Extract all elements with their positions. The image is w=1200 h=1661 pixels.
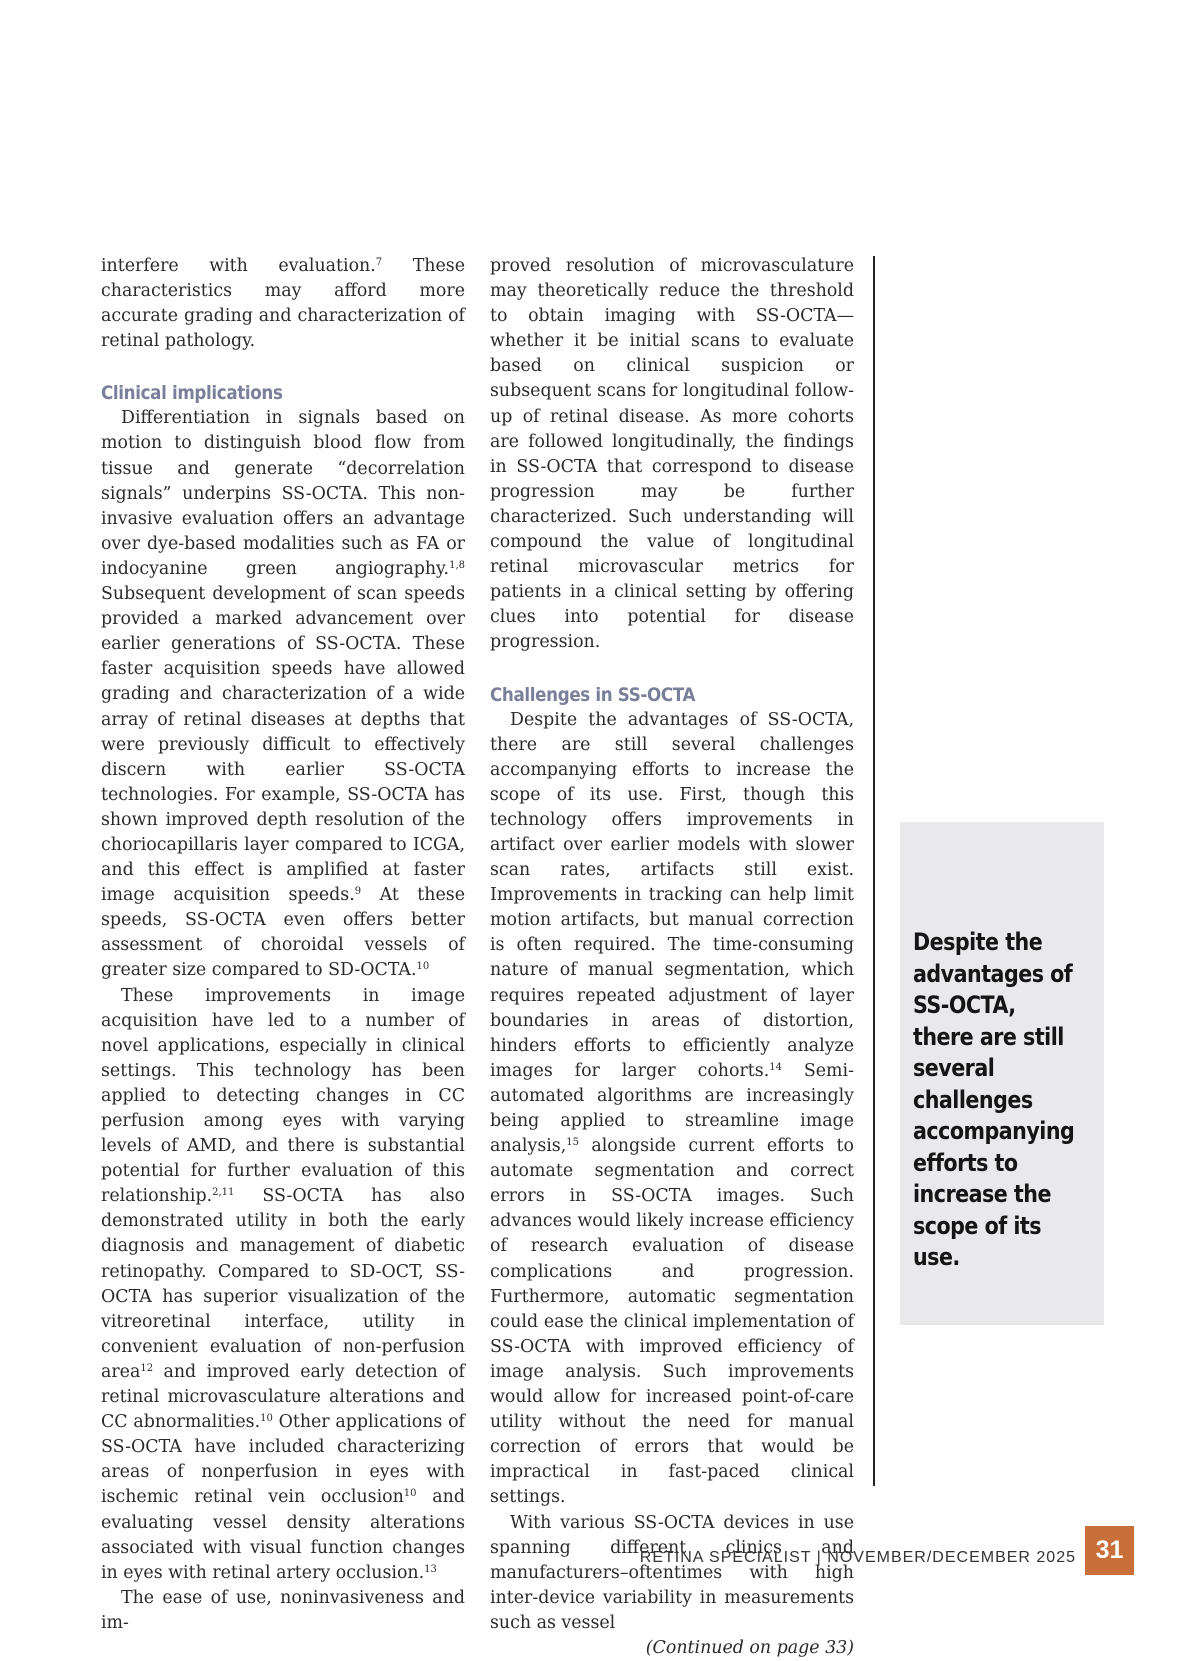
text-run: These improvements in image acquisition have led to a number of novel applications, especially in clinical settings. This technology has been applied to detecting changes in CC perfusion among eyes with varying levels of AMD, and there is substantial potential for further evaluation of this relationship.: [101, 985, 465, 1207]
paragraph: [101, 406, 465, 983]
citation: 15: [566, 1137, 579, 1149]
page-number-box: [1085, 1526, 1134, 1575]
article-column-left: [101, 254, 465, 1636]
citation: 12: [140, 1362, 154, 1374]
text-run: and improved early detection of retinal microvasculature alterations and CC abnormalities.: [101, 1361, 465, 1433]
section-heading: Challenges in SS-OCTA: [490, 683, 696, 706]
citation: 10: [403, 1488, 417, 1500]
text-run: alongside current efforts to automate segmentation and correct errors in SS-OCTA images. Such advances would likely increase efficiency of research evaluation of disease complications and progression. Furthermore, automatic segmentation could ease the clinical implementation of SS-OCTA with improved efficiency of image analysis. Such improvements would allow for increased point-of-care utility without the need for manual correction of errors that would be impractical in fast-paced clinical settings.: [490, 1136, 854, 1508]
citation: 14: [769, 1061, 782, 1073]
citation: 9: [354, 886, 362, 898]
text-run: interfere with evaluation.: [101, 256, 376, 276]
citation: 10: [260, 1413, 273, 1425]
text-run: Other applications of SS-OCTA have included characterizing areas of nonperfusion in eyes with ischemic retinal vein occlusion: [101, 1412, 465, 1508]
article-column-middle: [490, 254, 854, 1661]
running-footer: RETINA SPECIALIST | NOVEMBER/DECEMBER 2025: [639, 1549, 1076, 1566]
continued-note: (Continued on page 33): [645, 1637, 854, 1658]
citation: 10: [416, 961, 430, 973]
column-divider: [873, 256, 875, 1486]
section-heading: Clinical implications: [101, 382, 283, 405]
paragraph: The ease of use, noninvasiveness and im-: [101, 1587, 465, 1633]
text-run: Semi-automated algorithms are increasingly being applied to streamline image analysis,: [490, 1060, 854, 1157]
citation: 13: [424, 1563, 437, 1575]
text-run: Despite the advantages of SS-OCTA, there are still several challenges accompanying efforts to increase the scope of its use. First, though this technology offers improvements in artifact over earlier models with slower scan rates, artifacts still exist. Improvements in tracking can help limit motion artifacts, but manual correction is often required. The time-consuming nature of manual segmentation, which requires repeated adjustment of layer boundaries in areas of distortion, hinders efforts to efficiently analyze images for larger cohorts.: [490, 709, 854, 1081]
text-run: SS-OCTA has also demonstrated utility in both the early diagnosis and management of diabetic retinopathy. Compared to SD-OCT, SS-OCTA has superior visualization of the vitreoretinal interface, utility in convenient evaluation of non-perfusion area: [101, 1186, 465, 1382]
page-number: 31: [1095, 1536, 1124, 1564]
pull-quote: Despite the advantages of SS-OCTA, there are still several challenges accompanying efforts to increase the scope of its use.: [913, 928, 1075, 1271]
citation: 7: [375, 257, 383, 268]
paragraph: With various SS-OCTA devices in use spanning different clinics and manufacturers–oftentimes with high inter-device variability in measurements such as vessel: [490, 1512, 854, 1633]
text-run: These characteristics may afford more accurate grading and characterization of retinal pathology.: [101, 256, 466, 352]
paragraph: [101, 254, 465, 354]
citation: 2,11: [212, 1187, 235, 1199]
citation: 1,8: [449, 559, 465, 571]
text-run: and evaluating vessel density alterations associated with visual function changes in eyes with retinal artery occlusion.: [101, 1487, 465, 1583]
paragraph: proved resolution of microvasculature may theoretically reduce the threshold to obtain imaging with SS-OCTA—whether it be initial scans to evaluate based on clinical suspicion or subsequent scans for longitudinal follow-up of retinal disease. As more cohorts are followed longitudinally, the findings in SS-OCTA that correspond to disease progression may be further characterized. Such understanding will compound the value of longitudinal retinal microvascular metrics for patients in a clinical setting by offering clues into potential for disease progression.: [490, 256, 854, 653]
text-run: At these speeds, SS-OCTA even offers better assessment of choroidal vessels of greater size compared to SD-OCTA.: [101, 885, 465, 981]
text-run: Differentiation in signals based on motion to distinguish blood flow from tissue and generate “decorrelation signals” underpins SS-OCTA. This non-invasive evaluation offers an advantage over dye-based modalities such as FA or indocyanine green angiography.: [101, 408, 465, 579]
text-run: Subsequent development of scan speeds provided a marked advancement over earlier generations of SS-OCTA. These faster acquisition speeds have allowed grading and characterization of a wide array of retinal diseases at depths that were previously difficult to effectively discern with earlier SS-OCTA technologies. For example, SS-OCTA has shown improved depth resolution of the choriocapillaris layer compared to ICGA, and this effect is amplified at faster image acquisition speeds.: [101, 584, 465, 906]
paragraph: [490, 708, 854, 1511]
paragraph: [101, 984, 465, 1586]
